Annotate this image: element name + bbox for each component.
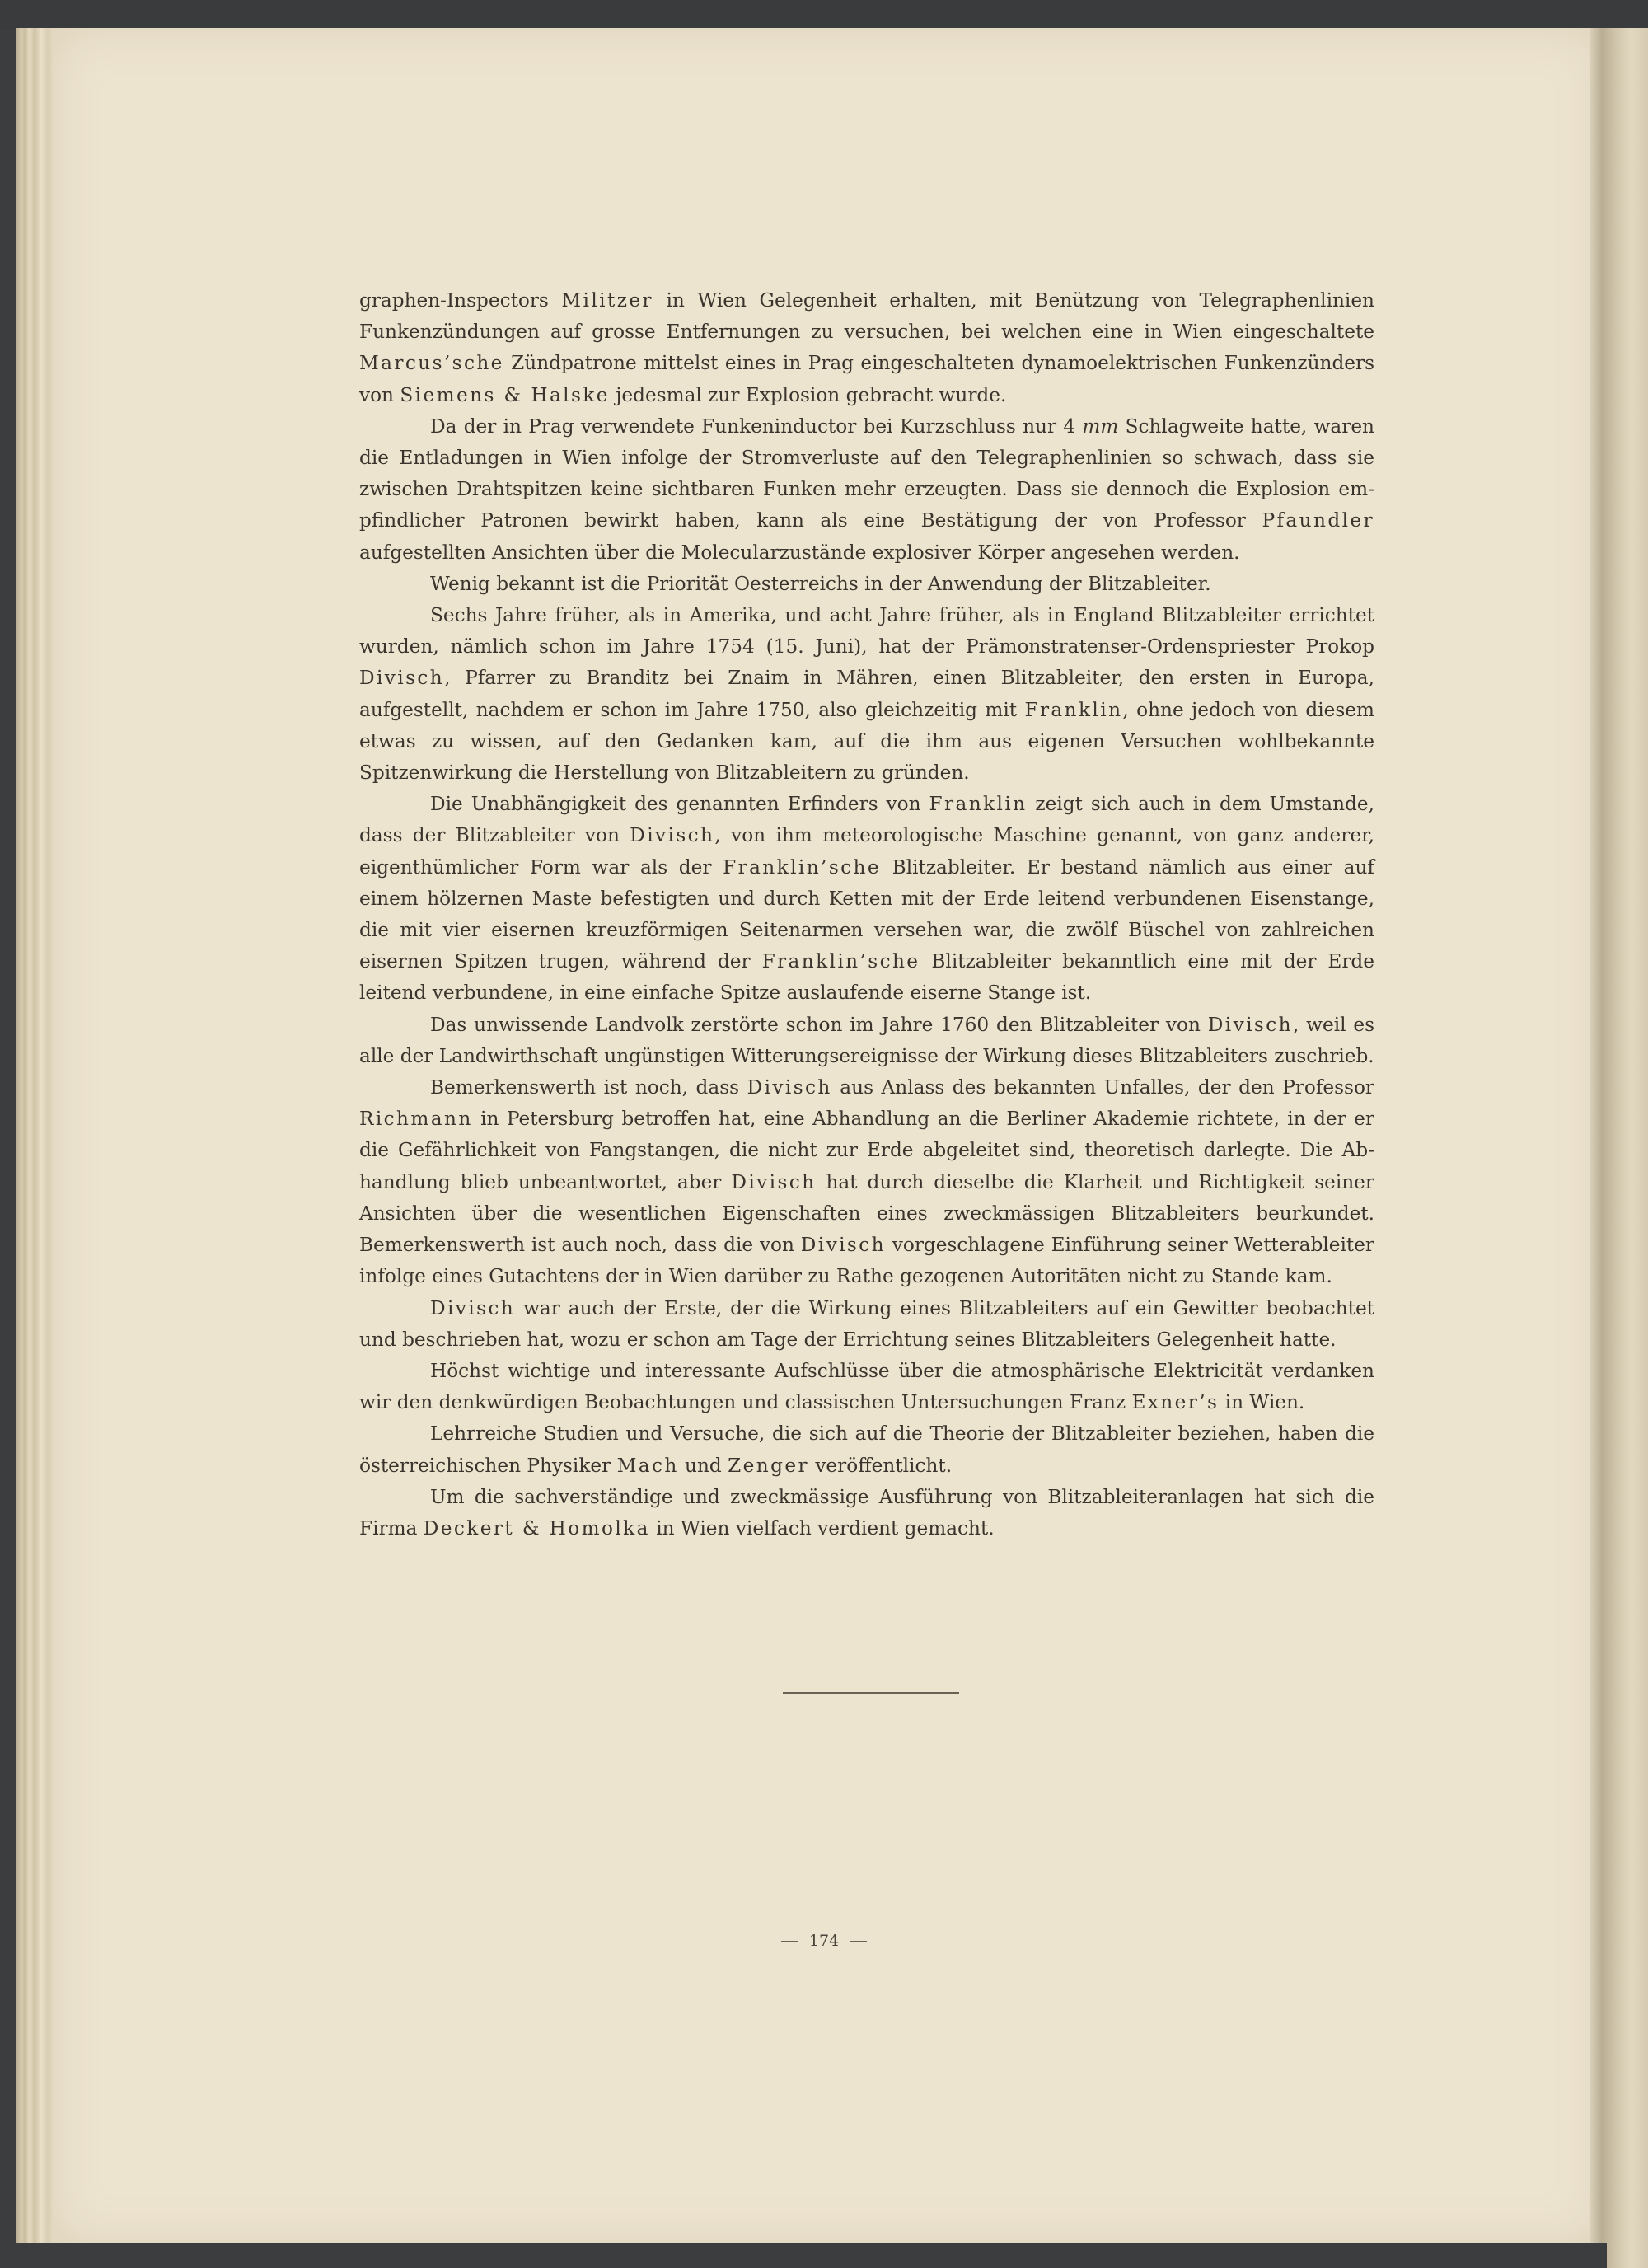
text-run: Das unwissende Landvolk zerstörte schon im Jahre 1760 den Blitzableiter von — [430, 1013, 1208, 1036]
paragraph — [359, 600, 1374, 789]
text-run: Um die sachverständige und zweckmässige Ausführung von Blitzableiteranlagen hat sich die Firma — [359, 1485, 1374, 1539]
text-run: in Wien Gelegenheit erhalten, mit Benützung von Telegraphenlinien Funkenzündungen auf grosse Entfernungen zu versuchen, bei welchen eine in Wien eingeschaltete — [359, 289, 1374, 344]
page-number — [0, 1932, 1648, 1950]
text-run: aus Anlass des bekannten Unfalles, der den Professor — [831, 1076, 1374, 1099]
text-run: , Pfarrer zu Branditz bei Znaim in Mähren, einen Blitzableiter, den ersten in Europa, aufgestellt, nachdem er schon im Jahre 1750, also gleichzeitig mit — [359, 667, 1374, 721]
folio-dash-right — [850, 1941, 867, 1942]
name-spaced: Militzer — [561, 289, 653, 312]
paragraph — [359, 1482, 1374, 1544]
name-spaced: Divisch — [800, 1234, 886, 1257]
name-spaced: Exner’s — [1131, 1391, 1220, 1414]
body-text — [359, 285, 1374, 1544]
text-run: vorgeschlagene Einführung seiner Wetterableiter infolge eines Gutachtens der in Wien darüber zu Rathe gezogenen Autoritäten nicht zu Stande kam. — [359, 1234, 1374, 1288]
paragraph — [359, 1356, 1374, 1418]
name-spaced: Divisch — [430, 1296, 516, 1319]
name-spaced: Franklin — [1024, 698, 1123, 721]
name-spaced: Zenger — [728, 1454, 809, 1477]
text-run: , von ihm meteorologische Maschine genannt, von ganz anderer, eigenthümlicher Form war als der — [359, 824, 1374, 879]
scanner-background — [0, 0, 1648, 30]
name-spaced: Franklin’sche — [761, 950, 920, 973]
text-run: Höchst wichtige und interessante Aufschlüsse über die atmosphärische Elektricität verdanken wir den denkwürdigen Beobachtungen und classischen Untersuchungen Franz — [359, 1359, 1374, 1414]
text-run: war auch der Erste, der die Wirkung eines Blitzableiters auf ein Gewitter beobachtet und beschrieben hat, wozu er schon am Tage der Errichtung seines Blitzableiters Gelegenheit hatte. — [359, 1296, 1374, 1351]
name-spaced: Deckert & Homolka — [423, 1516, 650, 1539]
text-run: Lehrreiche Studien und Versuche, die sich auf die Theorie der Blitzableiter beziehen, haben die österreichischen Physiker — [359, 1422, 1374, 1477]
name-spaced: Divisch — [747, 1076, 832, 1099]
paragraph — [359, 411, 1374, 569]
paragraph — [359, 569, 1374, 600]
page-number-text: 174 — [808, 1932, 840, 1950]
name-spaced: Divisch — [731, 1170, 817, 1193]
text-run: Blitzableiter. Er bestand nämlich aus einer auf einem hölzernen Maste befestigten und durch Ketten mit der Erde leitend verbundenen Eisenstange, die mit vier eisernen kreuzförmigen Seitenarmen versehen war, die zwölf Büschel von zahlreichen eisernen Spitzen trugen, während der — [359, 855, 1374, 973]
text-run: in Wien vielfach verdient gemacht. — [649, 1516, 995, 1539]
name-spaced: Richmann — [359, 1108, 473, 1131]
scanner-background-bottom — [16, 2243, 1607, 2268]
folio-dash-left — [781, 1941, 798, 1942]
name-spaced: Marcus’sche — [359, 352, 504, 375]
text-run: hat durch dieselbe die Klarheit und Richtigkeit seiner Ansichten über die wesentlichen Eigenschaften eines zweckmässigen Blitzableiters beurkundet. Bemerkenswerth ist auch noch, dass die von — [359, 1170, 1374, 1257]
text-run: in Petersburg betroffen hat, eine Abhandlung an die Berliner Akademie richtete, in der er die Gefährlichkeit von Fangstangen, die nicht zur Erde abgeleitet sind, theoretisch darlegte. Die Abhandlung blieb unbeantwortet, aber — [359, 1108, 1374, 1193]
text-run: Da der in Prag verwendete Funkeninductor bei Kurzschluss nur 4 — [430, 415, 1083, 438]
text-run: Bemerkenswerth ist noch, dass — [430, 1076, 747, 1099]
paragraph — [359, 1418, 1374, 1481]
text-run: zeigt sich auch in dem Umstande, dass der Blitzableiter von — [359, 793, 1374, 847]
text-run: Die Unabhängigkeit des genannten Erfinders von — [430, 793, 929, 816]
name-spaced: Divisch — [630, 824, 715, 847]
paragraph — [359, 789, 1374, 1009]
name-spaced: Franklin — [929, 793, 1028, 816]
text-run: Sechs Jahre früher, als in Amerika, und acht Jahre früher, als in England Blitzableiter errichtet wurden, nämlich schon im Jahre 1754 (15. Juni), hat der Prämonstratenser-Ordenspriester Prokop — [359, 604, 1374, 658]
text-run: graphen-Inspectors — [359, 289, 562, 312]
paragraph — [359, 285, 1374, 411]
name-spaced: Divisch — [1207, 1013, 1293, 1036]
text-run: Schlagweite hatte, waren die Entladungen in Wien infolge der Stromverluste auf den Telegraphenlinien so schwach, dass sie zwischen Drahtspitzen keine sichtbaren Funken mehr erzeugten. Dass sie dennoch die Explosion empfindlicher Patronen bewirkt haben, kann als eine Bestätigung der von Professor — [359, 415, 1374, 532]
text-run: veröffentlicht. — [808, 1454, 953, 1477]
text-run: in Wien. — [1219, 1391, 1305, 1414]
name-spaced: Pfaundler — [1262, 509, 1374, 532]
paragraph — [359, 1010, 1374, 1072]
text-run: Zündpatrone mittelst eines in Prag eingeschalteten dynamoelektrischen Funkenzünders von — [359, 352, 1374, 406]
text-run: jedesmal zur Explosion gebracht wurde. — [609, 383, 1007, 406]
page-edge-stack — [16, 28, 58, 2245]
text-run: , ohne jedoch von diesem etwas zu wissen, auf den Gedanken kam, auf die ihm aus eigenen Versuchen wohlbekannte Spitzenwirkung die Herstellung von Blitzableitern zu gründen. — [359, 698, 1374, 785]
italic-text: mm — [1082, 415, 1119, 438]
paragraph — [359, 1293, 1374, 1356]
text-run: und — [678, 1454, 728, 1477]
paragraph — [359, 1072, 1374, 1292]
name-spaced: Divisch — [359, 667, 445, 690]
text-run: , weil es alle der Landwirthschaft ungünstigen Witterungsereignisse der Wirkung dieses Blitzableiters zuschrieb. — [359, 1013, 1375, 1067]
name-spaced: Siemens & Halske — [400, 383, 610, 406]
name-spaced: Franklin’sche — [723, 855, 881, 879]
text-run: aufgestellten Ansichten über die Molecularzustände explosiver Körper angesehen werden. — [359, 541, 1240, 564]
name-spaced: Mach — [616, 1454, 679, 1477]
section-rule — [783, 1692, 959, 1694]
text-run: Blitzableiter bekanntlich eine mit der Erde leitend verbundene, in eine einfache Spitze auslaufende eiserne Stange ist. — [359, 950, 1374, 1005]
text-run: Wenig bekannt ist die Priorität Oesterreichs in der Anwendung der Blitzableiter. — [430, 572, 1211, 595]
